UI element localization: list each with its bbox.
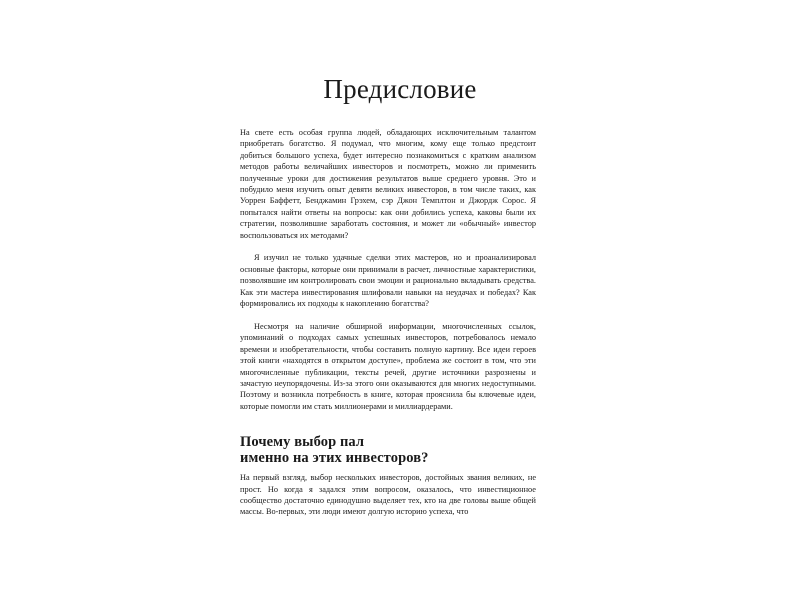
section-heading [240, 434, 536, 466]
section-heading-line-2: именно на этих инвесторов? [240, 450, 429, 467]
section-heading-line-1: Почему выбор пал [240, 434, 365, 451]
paragraph-spacer [240, 309, 536, 320]
body-text [240, 127, 536, 518]
paragraph-4: На первый взгляд, выбор нескольких инвесторов, достойных звания великих, не прост. Но когда я задался этим вопросом, оказалось, что инвестиционное сообщество достаточно единодушно выделяет тех, кто на две головы выше общей массы. Во-первых, эти люди имеют долгую историю успеха, что [240, 473, 536, 517]
paragraph-3: Несмотря на наличие обширной информации, многочисленных ссылок, упоминаний о подходах самых успешных инвесторов, потребовалось немало времени и изобретательности, чтобы составить полную картину. Все идеи героев этой книги «находятся в открытом доступе», проблема же состоит в том, что эти многочисленные публикации, тексты речей, другие источники разрознены и зачастую неупорядочены. Из-за этого они оказываются для многих недоступными. Поэтому и возникла потребность в книге, которая прояснила бы ключевые идеи, которые помогли им стать миллионерами и миллиардерами. [240, 321, 536, 411]
page-title: Предисловие [323, 74, 477, 104]
paragraph-1: На свете есть особая группа людей, обладающих исключительным талантом приобретать богатство. Я подумал, что многим, кому еще только предстоит добиться большого успеха, будет интересно познакомиться с кратким анализом методов работы величайших инвесторов и посмотреть, можно ли применить полученные уроки для достижения результатов выше среднего уровня. Это и побудило меня изучить опыт девяти великих инвесторов, в том числе таких, как Уоррен Баффетт, Бенджамин Грэхем, сэр Джон Темплтон и Джордж Сорос. Я попытался найти ответы на вопросы: как они добились успеха, каковы были их стратегии, позволившие заработать состояния, и может ли «обычный» инвестор воспользоваться их методами? [240, 128, 536, 240]
section-spacer [240, 412, 536, 434]
paragraph-spacer [240, 241, 536, 252]
paragraph-2: Я изучил не только удачные сделки этих мастеров, но и проанализировал основные факторы, которые они принимали в расчет, личностные характеристики, позволявшие им контролировать свои эмоции и рационально вкладывать средства. Как эти мастера инвестирования шлифовали навыки на неудачах и победах? Как формировались их подходы к накоплению богатства? [240, 253, 536, 309]
